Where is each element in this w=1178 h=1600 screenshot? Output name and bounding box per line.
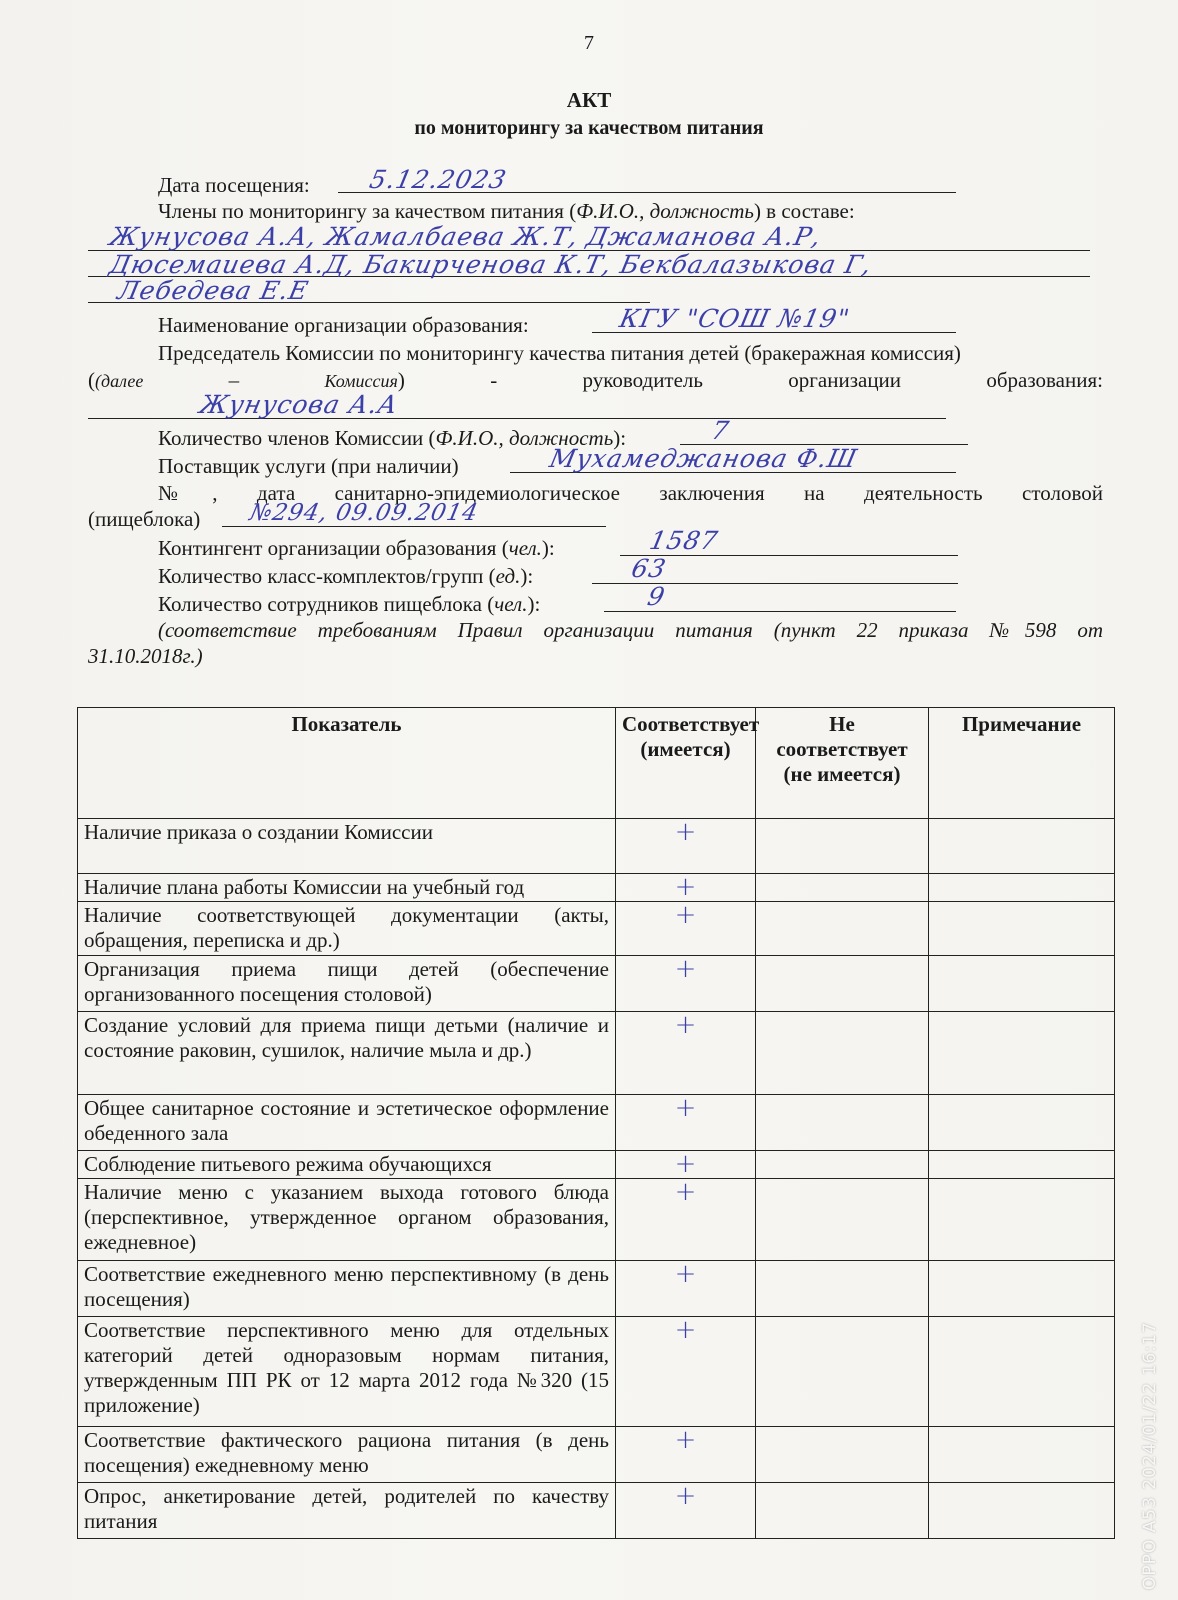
row-note-cell [929, 1179, 1115, 1261]
chair-line-2: ((далее – Комиссия) - руководитель организации образования: [88, 368, 1103, 392]
row-note-cell [929, 874, 1115, 902]
row-note-cell [929, 1261, 1115, 1317]
row-not-complies-cell [756, 1483, 929, 1539]
row-indicator: Создание условий для приема пищи детьми (наличие и состояние раковин, сушилок, наличие мыла и др.) [78, 1012, 616, 1095]
compliance-note-2: 31.10.2018г.) [88, 644, 203, 668]
table-row [78, 956, 1115, 1012]
header-complies: Соответствует (имеется) [616, 708, 756, 819]
row-complies-mark: + [616, 1095, 756, 1151]
org-value: КГУ "СОШ №19" [617, 304, 853, 333]
table-row [78, 874, 1115, 902]
row-not-complies-cell [756, 1095, 929, 1151]
row-note-cell [929, 902, 1115, 956]
row-indicator: Соответствие перспективного меню для отдельных категорий детей одноразовым нормам питания, утвержденным ПП РК от 12 марта 2012 года №320 (15 приложение) [78, 1317, 616, 1427]
monitoring-table [77, 707, 1115, 1539]
row-complies-mark: + [616, 874, 756, 902]
row-note-cell [929, 1483, 1115, 1539]
row-indicator: Наличие плана работы Комиссии на учебный год [78, 874, 616, 902]
row-not-complies-cell [756, 819, 929, 874]
row-indicator: Общее санитарное состояние и эстетическое оформление обеденного зала [78, 1095, 616, 1151]
row-note-cell [929, 1012, 1115, 1095]
row-not-complies-cell [756, 1179, 929, 1261]
row-indicator: Опрос, анкетирование детей, родителей по качеству питания [78, 1483, 616, 1539]
row-not-complies-cell [756, 902, 929, 956]
table-row [78, 1151, 1115, 1179]
row-indicator: Соответствие ежедневного меню перспективному (в день посещения) [78, 1261, 616, 1317]
row-indicator: Наличие приказа о создании Комиссии [78, 819, 616, 874]
table-row [78, 819, 1115, 874]
table-header-row [78, 708, 1115, 819]
classes-value: 63 [629, 554, 670, 583]
row-not-complies-cell [756, 956, 929, 1012]
row-complies-mark: + [616, 1151, 756, 1179]
row-complies-mark: + [616, 1261, 756, 1317]
camera-watermark: OPPO A53 2024/01/22 16:17 [1140, 1321, 1160, 1590]
header-indicator: Показатель [78, 708, 616, 819]
contingent-label: Контингент организации образования (чел.): [158, 536, 555, 560]
row-not-complies-cell [756, 1317, 929, 1427]
row-indicator: Наличие меню с указанием выхода готового блюда (перспективное, утвержденное органом образования, ежедневное) [78, 1179, 616, 1261]
header-not-complies: Не соответствует (не имеется) [756, 708, 929, 819]
row-note-cell [929, 1095, 1115, 1151]
row-indicator: Наличие соответствующей документации (акты, обращения, переписка и др.) [78, 902, 616, 956]
sanitary-line-1: №, дата санитарно-эпидемиологическое заключения на деятельность столовой [158, 481, 1103, 505]
row-complies-mark: + [616, 1012, 756, 1095]
table-row [78, 1483, 1115, 1539]
row-complies-mark: + [616, 1179, 756, 1261]
row-note-cell [929, 1427, 1115, 1483]
count-value: 7 [709, 416, 733, 445]
row-not-complies-cell [756, 1012, 929, 1095]
supplier-label: Поставщик услуги (при наличии) [158, 454, 459, 478]
table-row [78, 1179, 1115, 1261]
org-label: Наименование организации образования: [158, 313, 529, 337]
supplier-value: Мухамеджанова Ф.Ш [547, 444, 861, 473]
row-note-cell [929, 1151, 1115, 1179]
table-row [78, 1427, 1115, 1483]
members-hand-3: Лебедева Е.Е [115, 276, 312, 305]
table-row [78, 902, 1115, 956]
row-indicator: Соответствие фактического рациона питания (в день посещения) ежедневному меню [78, 1427, 616, 1483]
row-complies-mark: + [616, 819, 756, 874]
visit-date-value: 5.12.2023 [367, 165, 510, 194]
document-title: АКТ [566, 88, 612, 112]
page-number: 7 [584, 32, 594, 54]
count-label: Количество членов Комиссии (Ф.И.О., должность): [158, 426, 627, 450]
header-note: Примечание [929, 708, 1115, 819]
row-not-complies-cell [756, 874, 929, 902]
chair-line-1: Председатель Комиссии по мониторингу качества питания детей (бракеражная комиссия) [158, 341, 961, 365]
classes-label: Количество класс-комплектов/групп (ед.): [158, 564, 534, 588]
document-subtitle: по мониторингу за качеством питания [414, 117, 764, 139]
members-hand-1: Жунусова А.А, Жамалбаева Ж.Т, Джаманова А.Р, [107, 222, 825, 251]
staff-label: Количество сотрудников пищеблока (чел.): [158, 592, 541, 616]
members-hand-2: Дюсемаиева А.Д, Бакирченова К.Т, Бекбалазыкова Г, [107, 250, 875, 279]
row-complies-mark: + [616, 956, 756, 1012]
row-not-complies-cell [756, 1151, 929, 1179]
row-note-cell [929, 819, 1115, 874]
row-note-cell [929, 956, 1115, 1012]
row-complies-mark: + [616, 1317, 756, 1427]
members-label: Члены по мониторингу за качеством питания (Ф.И.О., должность) в составе: [158, 199, 855, 223]
table-row [78, 1261, 1115, 1317]
row-not-complies-cell [756, 1261, 929, 1317]
row-complies-mark: + [616, 1483, 756, 1539]
row-indicator: Соблюдение питьевого режима обучающихся [78, 1151, 616, 1179]
contingent-value: 1587 [647, 526, 721, 555]
row-complies-mark: + [616, 902, 756, 956]
table-row [78, 1317, 1115, 1427]
table-row [78, 1012, 1115, 1095]
visit-date-label: Дата посещения: [158, 173, 310, 197]
table-row [78, 1095, 1115, 1151]
row-indicator: Организация приема пищи детей (обеспечение организованного посещения столовой) [78, 956, 616, 1012]
compliance-note-1: (соответствие требованиям Правил организации питания (пункт 22 приказа №598 от [158, 618, 1103, 642]
row-not-complies-cell [756, 1427, 929, 1483]
sanitary-line-2: (пищеблока) [88, 507, 201, 531]
staff-value: 9 [645, 582, 669, 611]
chair-value: Жунусова А.А [197, 390, 402, 419]
row-complies-mark: + [616, 1427, 756, 1483]
row-note-cell [929, 1317, 1115, 1427]
sanitary-value: №294, 09.09.2014 [247, 500, 481, 526]
